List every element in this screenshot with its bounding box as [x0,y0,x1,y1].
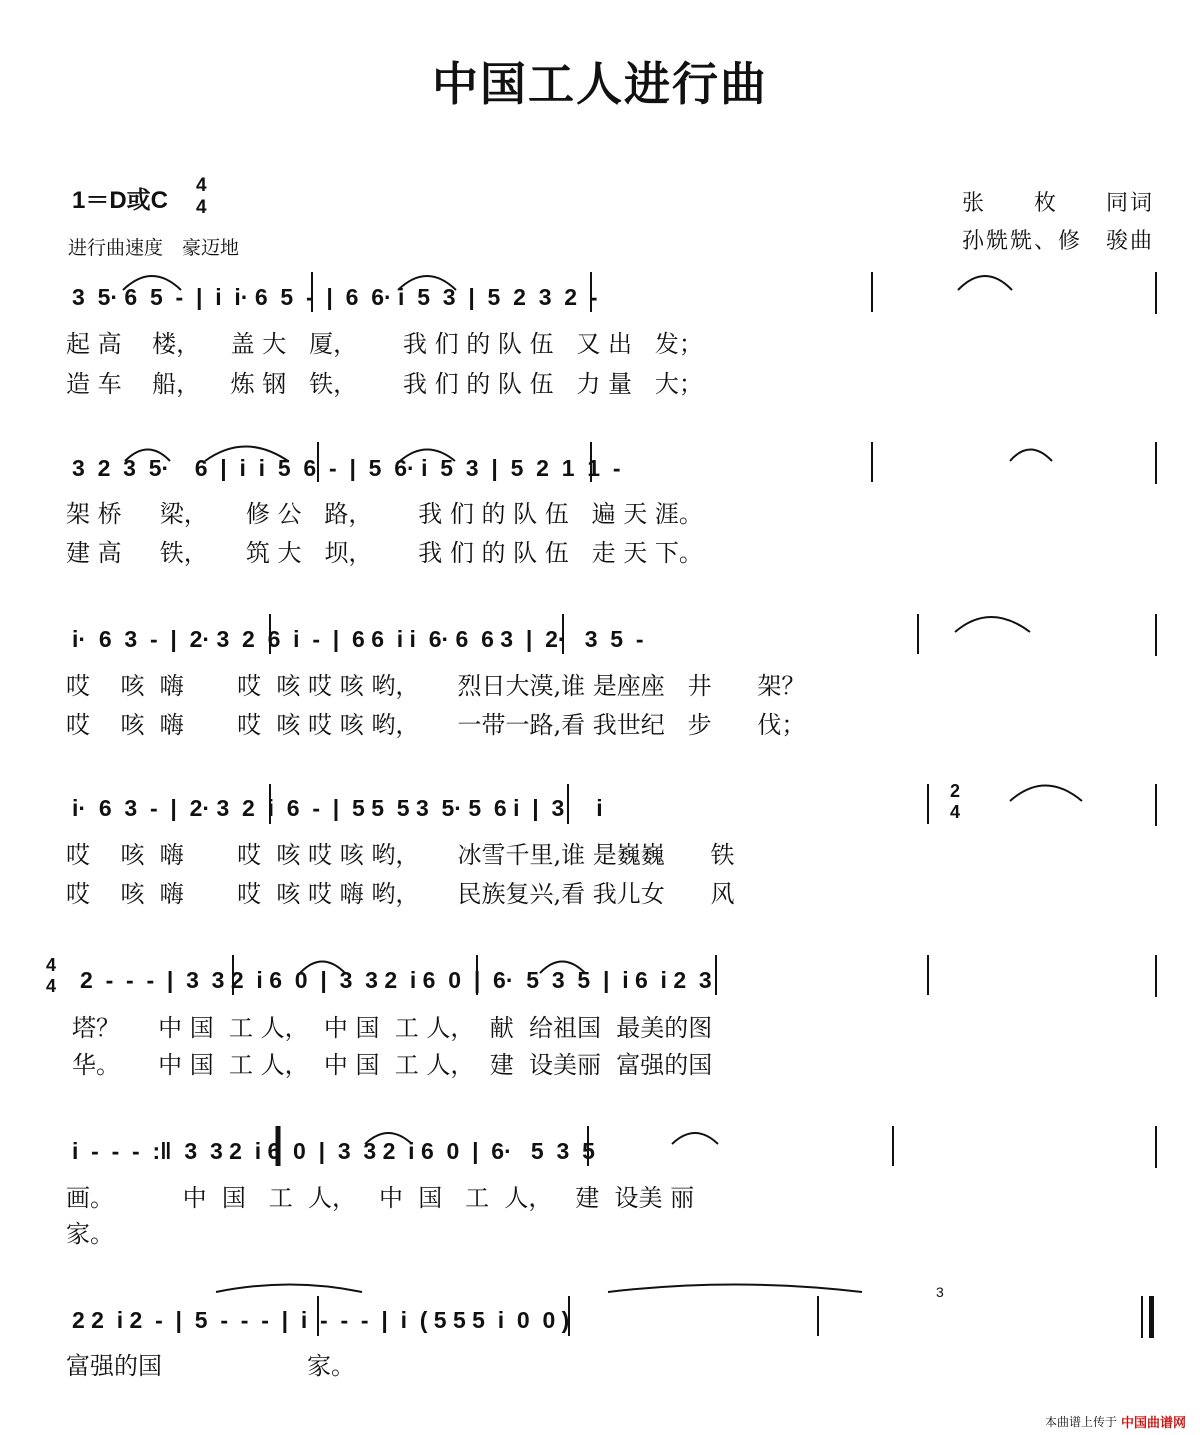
slur [958,276,1012,290]
slur [125,450,170,462]
lyrics-line-6-verse-1: 画。 中 国 工 人， 中 国 工 人， 建 设美 丽 [66,1184,695,1212]
lyrics-line-5-verse-2: 华。 中 国 工 人， 中 国 工 人， 建 设美丽 富强的国 [72,1051,713,1079]
slur [216,1285,362,1293]
lyrics-line-4-verse-2: 哎 咳 嗨 哎 咳 哎 嗨 哟， 民族复兴,看 我儿女 风 [66,880,735,908]
notation-line-4: i· 6 3 - | 2· 3 2 i 6 - | 5 5 5 3 5· 5 6 i | 3 i [72,795,603,821]
lyrics-line-5-verse-1: 塔？ 中 国 工 人， 中 国 工 人， 献 给祖国 最美的图 [72,1014,713,1042]
slur [1010,786,1082,802]
footer [1045,1412,1186,1431]
slur [672,1133,718,1144]
slur [608,1285,862,1293]
time-sig-3-den: 4 [46,976,57,996]
lyrics-line-2-verse-1: 架 桥 梁， 修 公 路， 我 们 的 队 伍 遍 天 涯。 [66,500,703,528]
lyrics-line-1-verse-1: 起 高 楼， 盖 大 厦， 我 们 的 队 伍 又 出 发； [66,330,703,358]
page-title: 中国工人进行曲 [432,57,768,111]
notation-line-6: i - - - :‖ 3 3 2 i 6 0 | 3 3 2 i 6 0 | 6· 5 3 5 [72,1138,595,1164]
lyrics-line-3-verse-2: 哎 咳 嗨 哎 咳 哎 咳 哟， 一带一路,看 我世纪 步 伐； [66,711,806,739]
footer-text: 本曲谱上传于 [1044,1415,1117,1429]
lyricist-credit: 张 枚 同词 [961,191,1154,216]
site-logo[interactable]: 中国曲谱网 [1120,1416,1186,1431]
notation-line-2: 3 2 3 5· 6 | i i 5 6 - | 5 6· i 5 3 | 5 2 1 1 - [72,455,621,481]
key-signature: 1＝D或C [72,187,169,214]
lyrics-line-1-verse-2: 造 车 船， 炼 钢 铁， 我 们 的 队 伍 力 量 大； [66,370,703,398]
time-sig-num: 4 [196,175,207,196]
lyrics-line-3-verse-1: 哎 咳 嗨 哎 咳 哎 咳 哟， 烈日大漠,谁 是座座 井 架？ [66,672,806,700]
notation-line-3: i· 6 3 - | 2· 3 2 6 i - | 6 6 i i 6· 6 6 3 | 2· 3 5 - [72,626,644,652]
slur [205,447,288,462]
time-sig-3-num: 4 [46,955,57,975]
lyrics-line-6-verse-2: 家。 [66,1220,114,1248]
slur [365,1133,412,1144]
lyrics-line-7-verse-1: 富强的国 家。 [66,1352,355,1380]
notation-line-7: 2 2 i 2 - | 5 - - - | i - - - | i ( 5 5 5 i 0 0 ) [72,1307,570,1333]
notation-line-1: 3 5· 6 5 - | i i· 6 5 - | 6 6· i 5 3 | 5 2 3 2 - [72,284,598,310]
tempo-marking: 进行曲速度 豪迈地 [68,237,240,259]
slur [1010,450,1052,462]
composer-credit: 孙兟兟、修 骏曲 [961,229,1154,254]
slur [540,962,585,974]
slur [398,276,456,290]
slur [300,962,345,974]
time-sig-2-num: 2 [950,781,961,801]
slur [400,450,455,462]
time-sig-2-den: 4 [950,802,961,822]
lyrics-line-4-verse-1: 哎 咳 嗨 哎 咳 哎 咳 哟， 冰雪千里,谁 是巍巍 铁 [66,841,735,869]
triplet-marker: 3 [936,1284,944,1300]
slur [123,276,181,290]
notation-line-5: 2 - - - | 3 3 2 i 6 0 | 3 3 2 i 6 0 | 6· 5 3 5 | i 6 i 2 3 [80,967,712,993]
time-sig-den: 4 [196,197,207,218]
slur [955,617,1030,632]
lyrics-line-2-verse-2: 建 高 铁， 筑 大 坝， 我 们 的 队 伍 走 天 下。 [66,539,703,567]
